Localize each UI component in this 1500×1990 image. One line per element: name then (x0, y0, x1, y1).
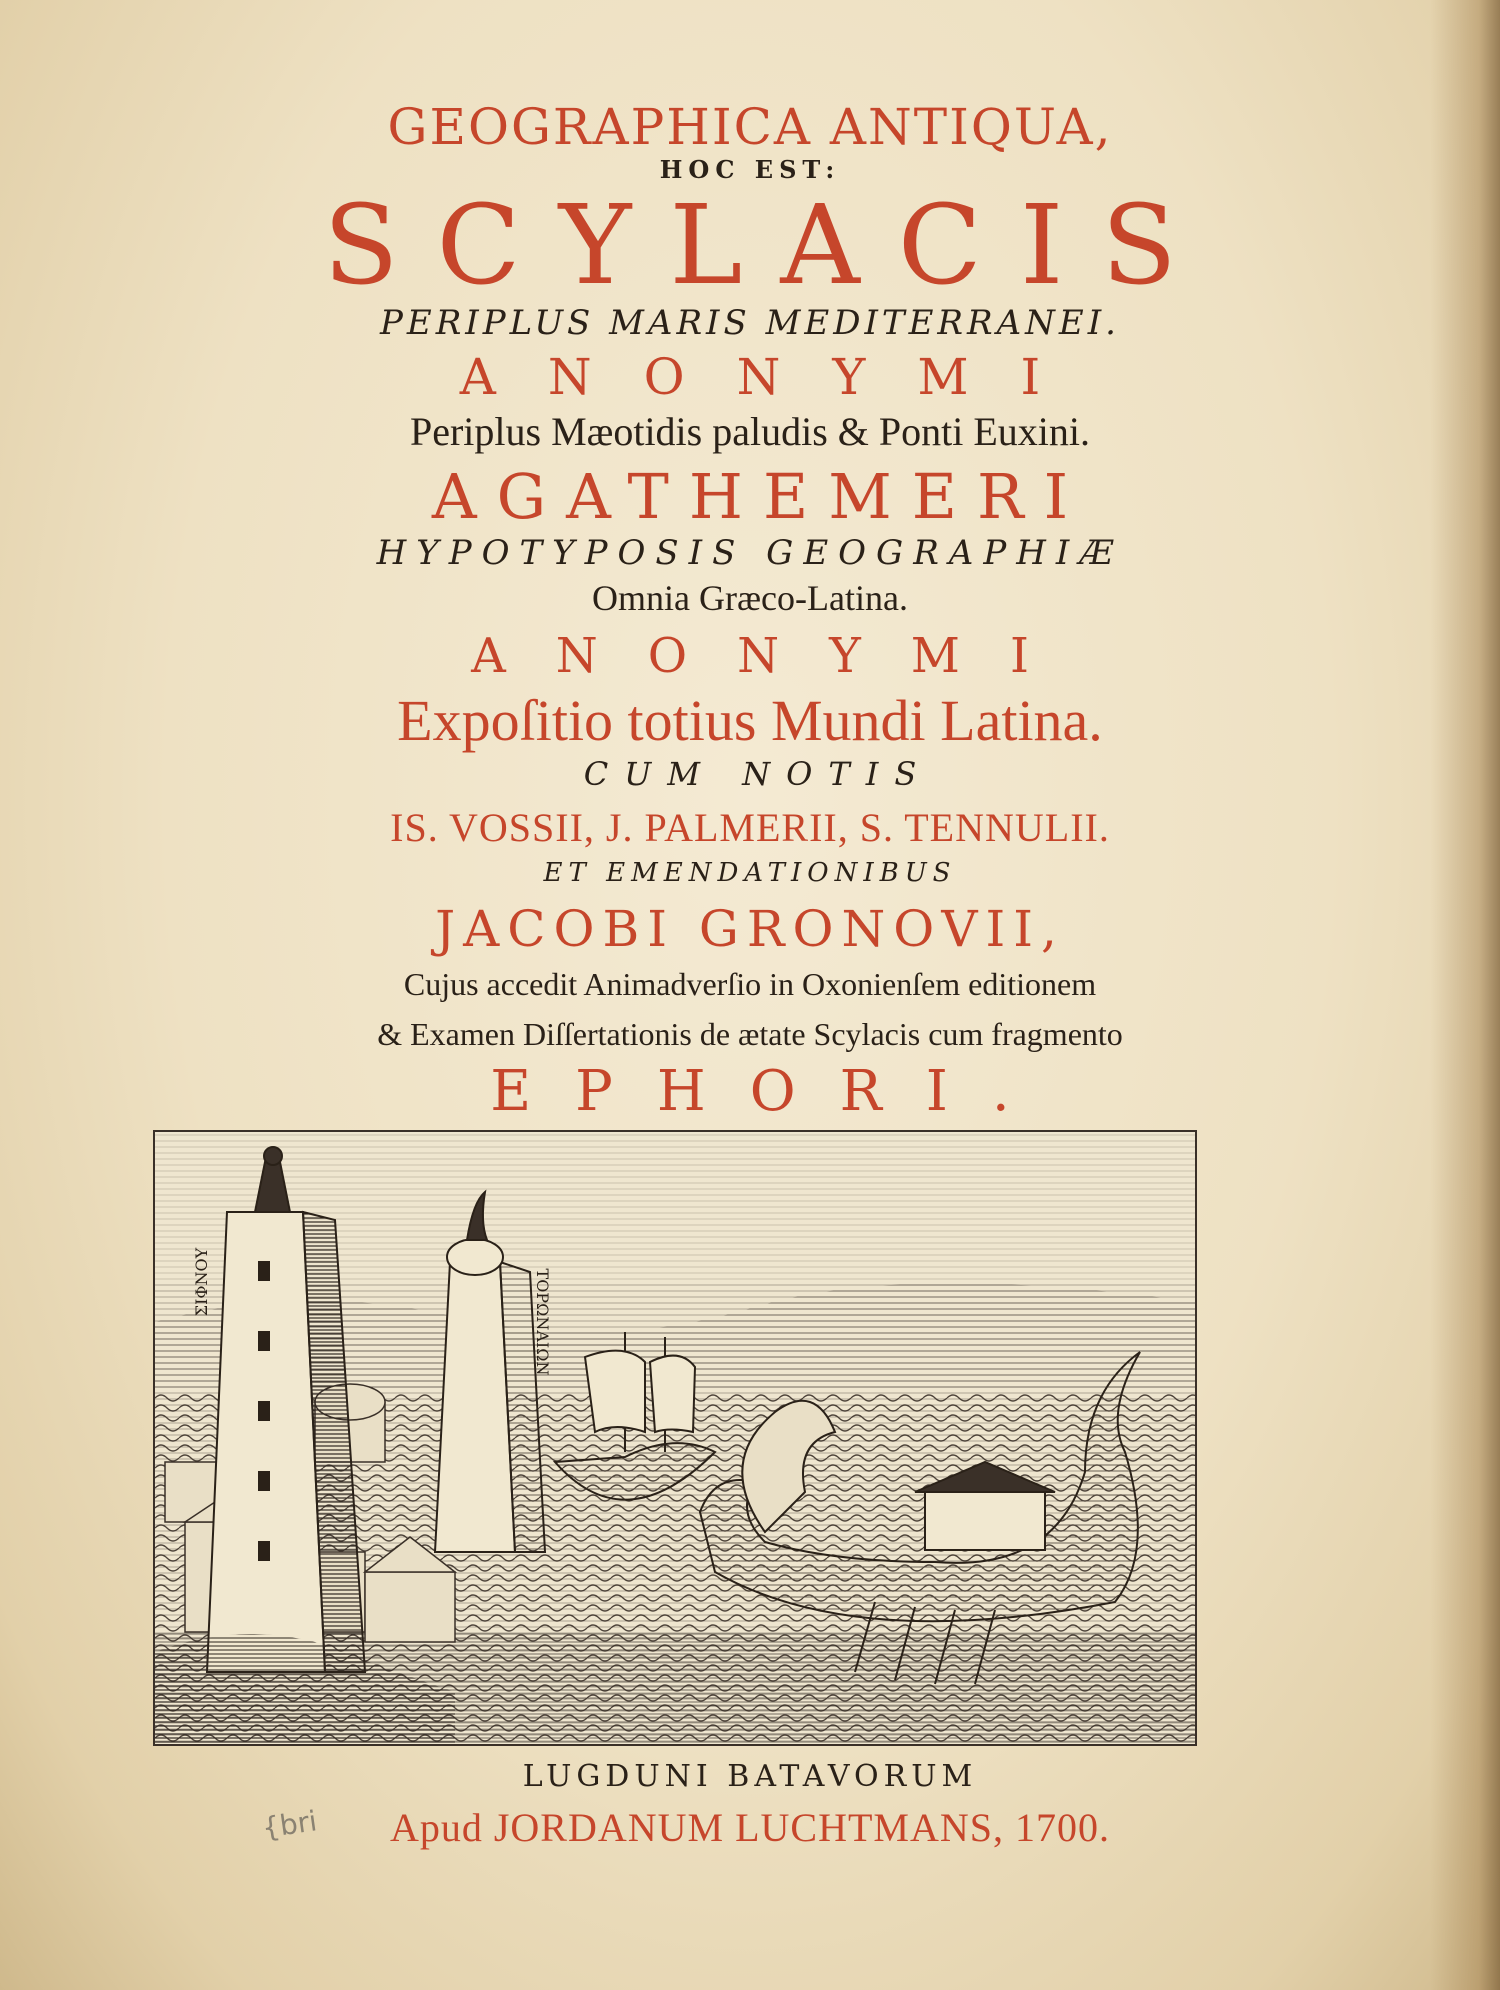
subtitle-periplus-maris: PERIPLUS MARIS MEDITERRANEI. (380, 303, 1120, 343)
subtitle-expositio: Expoſitio totius Mundi Latina. (397, 688, 1103, 753)
subtitle-hoc-est: HOC EST: (659, 155, 841, 184)
pencil-annotation: {bri (259, 1804, 319, 1845)
imprint-lugduni-batavorum: LUGDUNI BATAVORUM (522, 1759, 978, 1794)
title-jacobi-gronovii: JACOBI GRONOVII, (435, 900, 1065, 958)
imprint-publisher: Apud JORDANUM LUCHTMANS, 1700. (389, 1805, 1111, 1850)
subtitle-examen: & Examen Diſſertationis de ætate Scylacis cum fragmento (377, 1016, 1123, 1052)
title-scylacis: SCYLACIS (323, 181, 1215, 309)
engraving-label-right: ΤΟΡΩΝΑΙΩΝ (533, 1268, 552, 1376)
editors-line: IS. VOSSII, J. PALMERII, S. TENNULII. (390, 805, 1110, 850)
subtitle-omnia-graeco-latina: Omnia Græco-Latina. (592, 578, 908, 618)
engraving-harbor-scene (153, 1130, 1197, 1746)
title-geographica: GEOGRAPHICA ANTIQUA, (387, 98, 1113, 156)
title-ephori: EPHORI. (490, 1059, 1054, 1124)
subtitle-cum-notis: CUM NOTIS (583, 755, 933, 793)
engraving-label-left: ΣΙΦΝΟΥ (192, 1247, 211, 1317)
subtitle-hypotyposis: HYPOTYPOSIS GEOGRAPHIÆ (376, 533, 1124, 573)
title-agathemeri: AGATHEMERI (431, 460, 1089, 533)
subtitle-et-emendationibus: ET EMENDATIONIBUS (543, 858, 957, 888)
title-anonymi-2: ANONYMI (471, 628, 1079, 684)
subtitle-cujus-accedit: Cujus accedit Animadverſio in Oxonienſem editionem (403, 966, 1097, 1002)
subtitle-periplus-maeotidis: Periplus Mæotidis paludis & Ponti Euxini. (409, 409, 1091, 454)
title-anonymi-1: ANONYMI (459, 348, 1093, 406)
engraving-illustration (155, 1132, 1195, 1744)
